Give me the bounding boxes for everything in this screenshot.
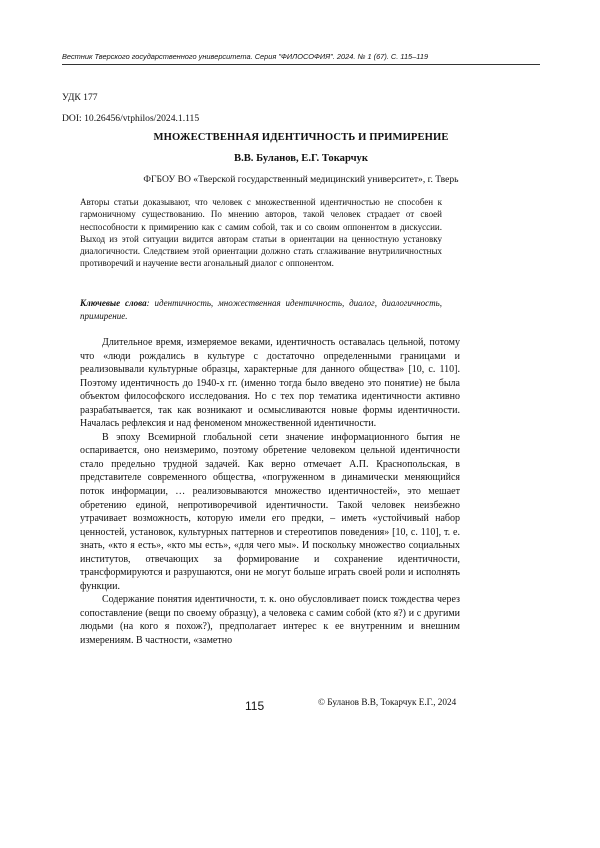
article-title: МНОЖЕСТВЕННАЯ ИДЕНТИЧНОСТЬ И ПРИМИРЕНИЕ: [153, 132, 449, 143]
copyright-notice: © Буланов В.В, Токарчук Е.Г., 2024: [318, 697, 457, 707]
author-affiliation: ФГБОУ ВО «Тверской государственный медицинский университет», г. Тверь: [143, 174, 459, 185]
keywords-list: : идентичность, множественная идентичность, диалог, диалогичность, примирение.: [80, 298, 442, 321]
abstract-text: Авторы статьи доказывают, что человек с множественной идентичностью не способен к гармоничному существованию. По мнению авторов, такой человек страдает от своей неспособности к примирению как с самим собой, так и со своим оппонентом в дискуссии. Выход из этой ситуации видится авторам статьи в ориентации на ценностную установку диалогичности. Следствием этой ориентации должно стать сглаживание внутриличностных противоречий и научение вести агональный диалог с оппонентом.: [80, 197, 442, 269]
body-paragraph: В эпоху Всемирной глобальной сети значение информационного бытия не оспаривается, оно неизмеримо, поэтому обретение человеком цельной идентичности стало предельно трудной задачей. Как верно отмечает А.П. Краснопольская, в представителе современного общества, «погруженном в динамически меняющийся поток информации, … реализовываются множество идентичностей», это мешает обретению единой, непротиворечивой идентичности. Такой человек неизбежно утрачивает возможность, которую имели его предки, – иметь «устойчивый набор ценностей, установок, культурных паттернов и стереотипов поведения» [10, с. 110], т. е. знать, «кто я есть», «кто мы есть», «для чего мы». И поскольку множество социальных институтов, отвечающих за формирование и сохранение идентичности, трансформируются и разрушаются, они не могут больше играть своей роли и исполнять функции.: [80, 431, 460, 592]
doi: DOI: 10.26456/vtphilos/2024.1.115: [62, 113, 200, 124]
article-body: [80, 336, 460, 648]
article-authors: В.В. Буланов, Е.Г. Токарчук: [234, 153, 368, 164]
page-number: 115: [245, 699, 265, 713]
keywords-label: Ключевые слова: [80, 298, 147, 308]
body-paragraph: Длительное время, измеряемое веками, идентичность оставалась цельной, потому что «люди рождались в культуре с достаточно определенными границами и реализовывали культурные образцы, характерные для данного общества» [10, с. 110]. Поэтому идентичность до 1940-х гг. (именно тогда было введено это понятие) не была объектом философского исследования. Но с тех пор тематика идентичности активно разрабатывается, так как возникают и осмысливаются новые формы идентичности. Началась рефлексия и над феноменом множественной идентичности.: [80, 337, 460, 430]
keywords: [80, 297, 442, 322]
journal-header: Вестник Тверского государственного университета. Серия "ФИЛОСОФИЯ". 2024. № 1 (67). С. 115–119: [62, 52, 429, 61]
abstract: [80, 196, 442, 270]
body-paragraph: Содержание понятия идентичности, т. к. оно обусловливает поиск тождества через сопоставление (вещи по своему образцу), а человека с самим собой (кто я?) и с другими людьми (на кого я похож?), предполагает интерес к ее внутренним и внешним измерениям. В частности, «заметно: [80, 594, 460, 647]
udk-code: УДК 177: [62, 92, 98, 103]
header-divider: [62, 64, 540, 65]
